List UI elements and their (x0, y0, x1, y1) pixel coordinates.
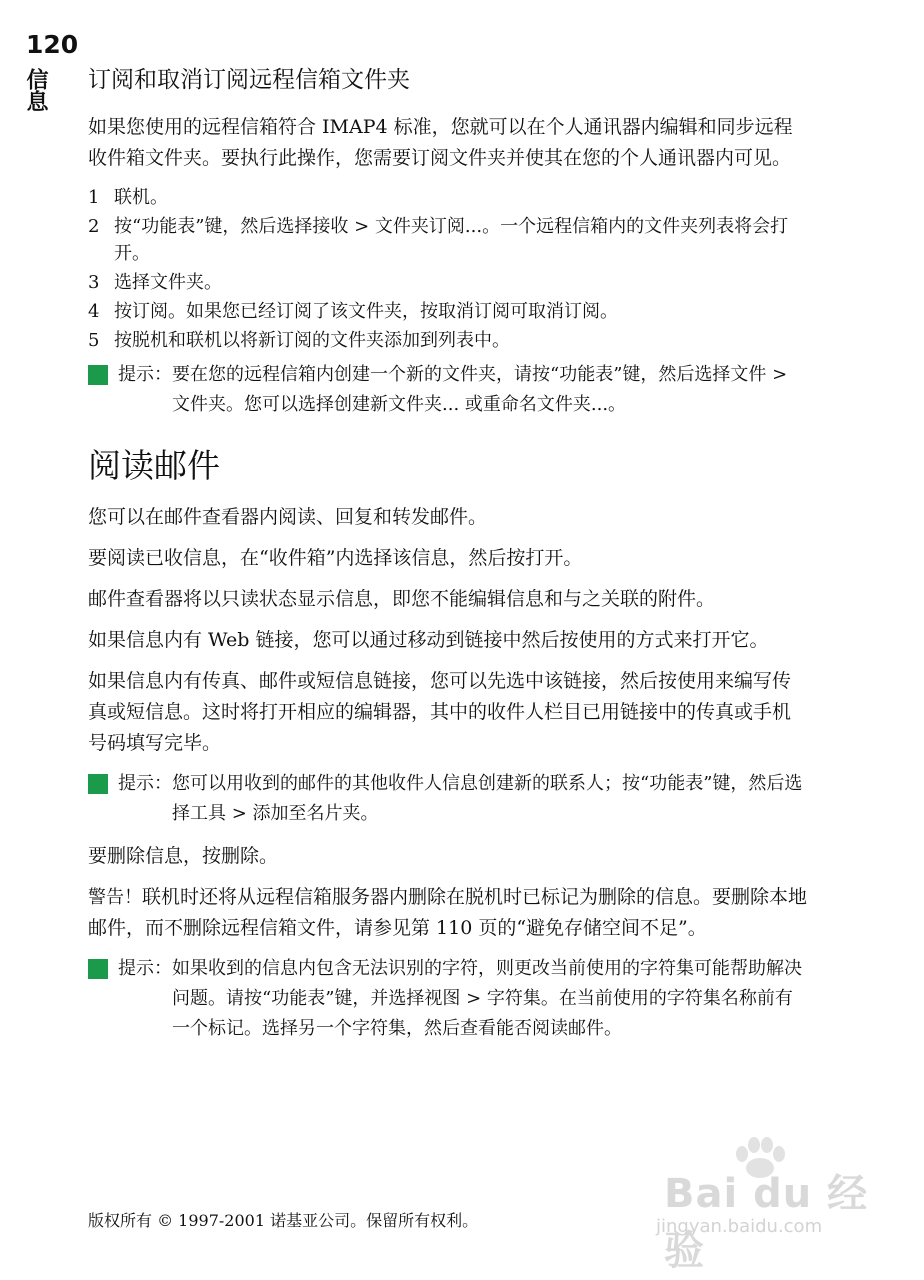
warning-paragraph (88, 882, 808, 944)
tip-label: 提示： (118, 364, 172, 385)
subsection-title: 订阅和取消订阅远程信箱文件夹 (88, 67, 410, 93)
watermark (652, 1136, 882, 1274)
tip-box (88, 360, 808, 420)
body-paragraph: 如果信息内有传真、邮件或短信息链接，您可以先选中该链接，然后按使用来编写传真或短信息。这时将打开相应的编辑器，其中的收件人栏目已用链接中的传真或手机号码填写完毕。 (88, 670, 792, 754)
tip-box (88, 769, 808, 829)
copyright-footer: 版权所有 © 1997-2001 诺基亚公司。保留所有权利。 (88, 1211, 479, 1230)
step-item (88, 269, 808, 296)
section-title: 阅读邮件 (88, 446, 220, 485)
tip-marker-icon (88, 774, 108, 794)
delete-paragraph: 要删除信息，按删除。 (88, 845, 279, 867)
step-item (88, 184, 808, 211)
section-tab: 信息 (23, 68, 48, 112)
tip-marker-icon (88, 365, 108, 385)
step-number: 4 (88, 301, 100, 322)
tip-marker-icon (88, 959, 108, 979)
step-text: 联机。 (114, 187, 168, 208)
step-text: 按订阅。如果您已经订阅了该文件夹，按取消订阅可取消订阅。 (114, 301, 618, 322)
tip-box (88, 954, 808, 1044)
body-paragraph: 要阅读已收信息，在“收件箱”内选择该信息，然后按打开。 (88, 547, 583, 569)
step-item (88, 298, 808, 325)
intro-paragraph: 如果您使用的远程信箱符合 IMAP4 标准，您就可以在个人通讯器内编辑和同步远程收件箱文件夹。要执行此操作，您需要订阅文件夹并使其在您的个人通讯器内可见。 (88, 116, 793, 169)
step-item (88, 327, 808, 354)
step-text: 按“功能表”键，然后选择接收 > 文件夹订阅...。一个远程信箱内的文件夹列表将会打开。 (114, 216, 789, 264)
tip-label: 提示： (118, 773, 172, 794)
warning-text: 联机时还将从远程信箱服务器内删除在脱机时已标记为删除的信息。要删除本地邮件，而不删除远程信箱文件，请参见第 110 页的“避免存储空间不足”。 (88, 886, 808, 939)
step-number: 5 (88, 330, 100, 351)
step-number: 2 (88, 216, 100, 237)
body-paragraph: 如果信息内有 Web 链接，您可以通过移动到链接中然后按使用的方式来打开它。 (88, 629, 769, 651)
warning-label: 警告！ (88, 887, 142, 908)
step-item (88, 213, 808, 267)
watermark-url: jingyan.baidu.com (656, 1216, 823, 1237)
tip-label: 提示： (118, 958, 172, 979)
body-paragraph: 邮件查看器将以只读状态显示信息，即您不能编辑信息和与之关联的附件。 (88, 588, 716, 610)
step-text: 选择文件夹。 (114, 272, 222, 293)
tip-text: 如果收到的信息内包含无法识别的字符，则更改当前使用的字符集可能帮助解决问题。请按“功能表”键，并选择视图 > 字符集。在当前使用的字符集名称前有一个标记。选择另一个字符集，然后查看能否阅读邮件。 (172, 958, 802, 1039)
body-paragraph: 您可以在邮件查看器内阅读、回复和转发邮件。 (88, 506, 488, 528)
step-number: 1 (88, 187, 100, 208)
step-text: 按脱机和联机以将新订阅的文件夹添加到列表中。 (114, 330, 510, 351)
tip-text: 要在您的远程信箱内创建一个新的文件夹，请按“功能表”键，然后选择文件 > 文件夹。您可以选择创建新文件夹... 或重命名文件夹...。 (172, 364, 788, 415)
page-number: 120 (26, 30, 79, 59)
step-number: 3 (88, 272, 100, 293)
watermark-logo: Bai du 经验 (664, 1171, 869, 1274)
steps-list (88, 184, 808, 354)
page-content (88, 60, 808, 1056)
tip-text: 您可以用收到的邮件的其他收件人信息创建新的联系人；按“功能表”键，然后选择工具 > 添加至名片夹。 (172, 773, 803, 824)
